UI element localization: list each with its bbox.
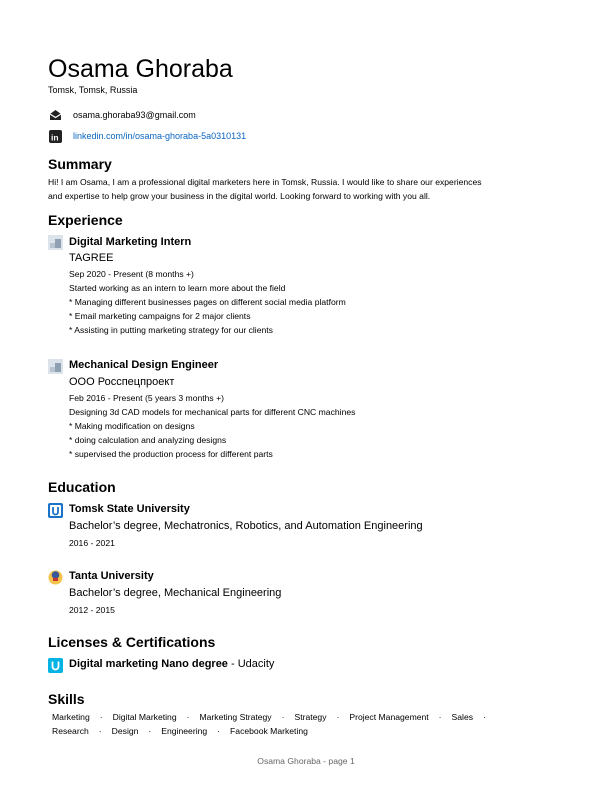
linkedin-contact[interactable] (48, 128, 246, 144)
skill-tag: Engineering (161, 726, 208, 736)
envelope-icon (48, 108, 62, 122)
job-dates: Feb 2016 - Present (5 years 3 months +) (69, 393, 225, 403)
linkedin-icon (48, 129, 62, 143)
education-dates: 2016 - 2021 (69, 538, 115, 548)
skill-tag: Strategy (294, 712, 327, 722)
separator: · (438, 712, 442, 722)
skills-heading: Skills (48, 691, 85, 707)
school-name: Tanta University (69, 570, 154, 582)
candidate-location: Tomsk, Tomsk, Russia (48, 85, 138, 95)
email-address[interactable]: osama.ghoraba93@gmail.com (73, 110, 196, 120)
tanta-logo-icon (48, 570, 63, 585)
certification-entry (69, 658, 274, 670)
skill-tag: Research (52, 726, 89, 736)
job-line: * Email marketing campaigns for 2 major clients (69, 311, 251, 321)
education-heading: Education (48, 479, 116, 495)
skill-tag: Sales (451, 712, 474, 722)
separator: · (186, 712, 190, 722)
tsu-logo-icon (48, 503, 63, 518)
company-name: TAGREE (69, 252, 114, 264)
company-logo-icon (48, 359, 63, 374)
separator: · (483, 712, 486, 722)
certification-issuer: - Udacity (227, 658, 275, 670)
job-line: * Assisting in putting marketing strategy for our clients (69, 325, 273, 335)
skill-tag: Design (111, 726, 139, 736)
separator: · (99, 712, 103, 722)
skill-tag: Facebook Marketing (230, 726, 308, 736)
separator: · (98, 726, 102, 736)
job-dates: Sep 2020 - Present (8 months +) (69, 269, 194, 279)
job-title: Digital Marketing Intern (69, 236, 192, 248)
school-name: Tomsk State University (69, 503, 190, 515)
job-line: * Making modification on designs (69, 421, 195, 431)
separator: · (217, 726, 221, 736)
job-details (69, 391, 355, 461)
job-line: * doing calculation and analyzing designs (69, 435, 227, 445)
summary-heading: Summary (48, 156, 112, 172)
job-title: Mechanical Design Engineer (69, 359, 219, 371)
job-line: * supervised the production process for different parts (69, 449, 273, 459)
job-line: Designing 3d CAD models for mechanical parts for different CNC machines (69, 407, 356, 417)
job-line: * Managing different businesses pages on different social media platform (69, 297, 346, 307)
degree: Bachelor’s degree, Mechatronics, Robotics, and Automation Engineering (69, 520, 423, 532)
licenses-heading: Licenses & Certifications (48, 634, 216, 650)
company-logo-icon (48, 235, 63, 250)
udacity-logo-icon (48, 658, 63, 673)
skills-list (52, 710, 572, 738)
svg-text:in: in (50, 132, 59, 142)
certification-name: Digital marketing Nano degree (69, 658, 228, 670)
separator: · (336, 712, 340, 722)
summary-text (48, 175, 568, 203)
summary-line: Hi! I am Osama, I am a professional digital marketers here in Tomsk, Russia. I would like to share our experiences (48, 177, 482, 187)
candidate-name: Osama Ghoraba (48, 55, 233, 83)
job-details (69, 267, 346, 337)
degree: Bachelor’s degree, Mechanical Engineering (69, 587, 282, 599)
separator: · (148, 726, 152, 736)
skill-tag: Marketing Strategy (199, 712, 272, 722)
skill-tag: Project Management (349, 712, 429, 722)
skill-tag: Marketing (52, 712, 90, 722)
company-name: ООО Росспецпроект (69, 376, 175, 388)
skill-tag: Digital Marketing (112, 712, 177, 722)
skills-row (52, 724, 572, 738)
job-line: Started working as an intern to learn more about the field (69, 283, 286, 293)
skills-row (52, 710, 572, 724)
summary-line: and expertise to help grow your business in the digital world. Looking forward to working with you all. (48, 191, 431, 201)
education-dates: 2012 - 2015 (69, 605, 115, 615)
separator: · (281, 712, 285, 722)
linkedin-link[interactable]: linkedin.com/in/osama-ghoraba-5a0310131 (73, 131, 247, 141)
experience-heading: Experience (48, 212, 123, 228)
email-contact[interactable] (48, 107, 196, 123)
page-footer: Osama Ghoraba - page 1 (257, 756, 355, 766)
